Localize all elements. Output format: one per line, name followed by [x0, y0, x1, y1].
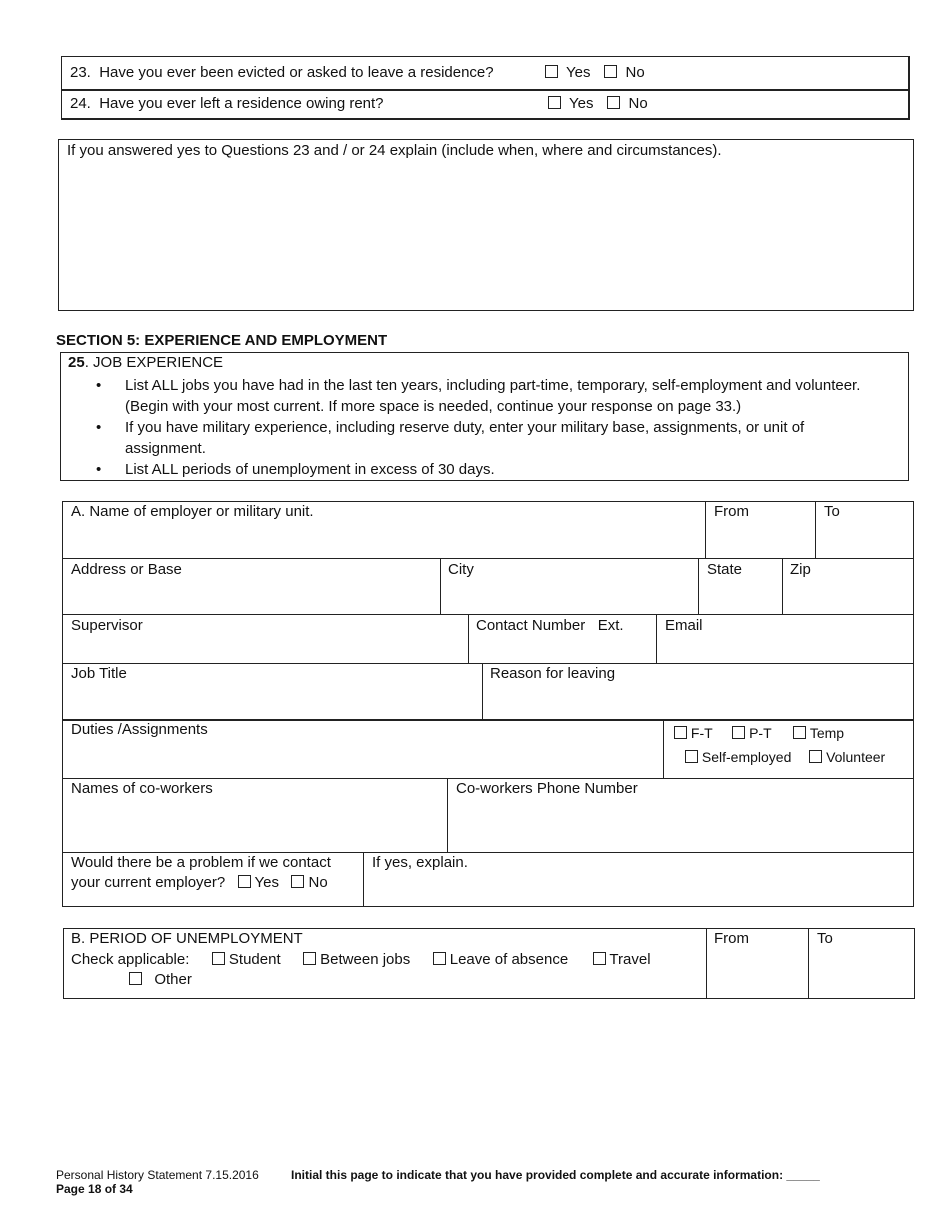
col-line — [705, 501, 706, 558]
q25-title: . JOB EXPERIENCE — [84, 354, 224, 371]
travel-label: Travel — [609, 951, 651, 968]
temp-label: Temp — [809, 725, 845, 741]
student-label: Student — [228, 951, 281, 968]
question-23 — [70, 64, 494, 81]
explain-textarea[interactable] — [58, 139, 914, 311]
bullet-1-text: List ALL jobs you have had in the last ten years, including part-time, temporary, self-employment and volunteer. (Begin with your most current. If more space is needed, continue your response on page 33.) — [125, 377, 861, 415]
address-label: Address or Base — [71, 561, 182, 578]
bullet-1 — [96, 375, 900, 417]
duties-label: Duties /Assignments — [71, 721, 208, 738]
question-24-answers — [548, 95, 648, 112]
contact-no-checkbox[interactable] — [291, 875, 304, 888]
question-23-answers — [545, 64, 645, 81]
col-line — [815, 501, 816, 558]
col-line — [482, 663, 483, 719]
state-label: State — [707, 561, 743, 578]
question-24-yes-label: Yes — [569, 95, 594, 112]
unemployment-title: B. PERIOD OF UNEMPLOYMENT — [71, 930, 303, 947]
col-line — [663, 719, 664, 778]
question-23-text: Have you ever been evicted or asked to leave a residence? — [99, 64, 494, 81]
col-line — [468, 614, 469, 663]
temp-checkbox[interactable] — [793, 726, 806, 739]
leave-of-absence-label: Leave of absence — [449, 951, 569, 968]
question-24-text: Have you ever left a residence owing rent? — [99, 95, 384, 112]
col-line — [363, 852, 364, 907]
contact-problem-line-2 — [71, 874, 328, 891]
col-line — [698, 558, 699, 614]
bullet-dot: • — [96, 461, 102, 478]
bullet-dot: • — [96, 419, 102, 436]
section-5-title: SECTION 5: EXPERIENCE AND EMPLOYMENT — [56, 332, 388, 349]
zip-label: Zip — [790, 561, 811, 578]
col-line — [440, 558, 441, 614]
row-line — [62, 614, 914, 615]
contact-problem-line-1: Would there be a problem if we contact — [71, 854, 331, 871]
other-checkbox[interactable] — [129, 972, 142, 985]
other-label: Other — [154, 971, 192, 988]
contact-problem-text: your current employer? — [71, 874, 226, 891]
pt-checkbox[interactable] — [732, 726, 745, 739]
reason-label: Reason for leaving — [490, 665, 616, 682]
volunteer-checkbox[interactable] — [809, 750, 822, 763]
q25-number: 25 — [68, 354, 85, 371]
job-title-label: Job Title — [71, 665, 127, 682]
question-23-no-checkbox[interactable] — [604, 65, 617, 78]
contact-number-label: Contact Number Ext. — [476, 617, 624, 634]
question-23-number: 23. — [70, 64, 91, 81]
col-line — [706, 928, 707, 999]
employer-form — [62, 501, 914, 907]
question-24 — [70, 95, 384, 112]
contact-no-label: No — [308, 874, 328, 891]
employment-type-row-2 — [685, 749, 885, 765]
bullet-2-text: If you have military experience, including reserve duty, enter your military base, assignments, or unit of assignment. — [125, 419, 805, 457]
employment-type-row-1 — [674, 725, 844, 741]
bullet-3 — [96, 459, 900, 480]
contact-yes-label: Yes — [254, 874, 279, 891]
contact-yes-checkbox[interactable] — [238, 875, 251, 888]
unemployment-from-label: From — [714, 930, 749, 947]
email-label: Email — [665, 617, 703, 634]
col-line — [782, 558, 783, 614]
check-applicable-row — [71, 951, 651, 968]
question-24-no-checkbox[interactable] — [607, 96, 620, 109]
between-jobs-label: Between jobs — [320, 951, 411, 968]
leave-of-absence-checkbox[interactable] — [433, 952, 446, 965]
q25-heading — [68, 354, 223, 371]
bullet-3-text: List ALL periods of unemployment in excess of 30 days. — [125, 461, 495, 478]
pt-label: P-T — [749, 725, 772, 741]
volunteer-label: Volunteer — [826, 749, 886, 765]
from-label: From — [714, 503, 749, 520]
ft-label: F-T — [690, 725, 713, 741]
supervisor-label: Supervisor — [71, 617, 143, 634]
city-label: City — [448, 561, 474, 578]
self-employed-label: Self-employed — [701, 749, 792, 765]
other-row — [129, 971, 192, 988]
bullet-dot: • — [96, 377, 102, 394]
col-line — [656, 614, 657, 663]
self-employed-checkbox[interactable] — [685, 750, 698, 763]
footer-form-id: Personal History Statement 7.15.2016 — [56, 1168, 259, 1182]
employer-name-label: A. Name of employer or military unit. — [71, 503, 314, 520]
coworkers-label: Names of co-workers — [71, 780, 213, 797]
footer-initial-note: Initial this page to indicate that you have provided complete and accurate information: _____ — [291, 1168, 820, 1182]
student-checkbox[interactable] — [212, 952, 225, 965]
check-applicable-label: Check applicable: — [71, 951, 190, 968]
row-line — [62, 778, 914, 779]
unemployment-to-label: To — [817, 930, 833, 947]
to-label: To — [824, 503, 840, 520]
bullet-2 — [96, 417, 865, 459]
ft-checkbox[interactable] — [674, 726, 687, 739]
col-line — [447, 778, 448, 852]
question-23-yes-label: Yes — [566, 64, 591, 81]
question-24-number: 24. — [70, 95, 91, 112]
between-jobs-checkbox[interactable] — [303, 952, 316, 965]
if-yes-explain-label: If yes, explain. — [372, 854, 468, 871]
question-23-no-label: No — [625, 64, 645, 81]
row-line — [62, 558, 914, 559]
row-line — [62, 852, 914, 853]
travel-checkbox[interactable] — [593, 952, 606, 965]
question-24-yes-checkbox[interactable] — [548, 96, 561, 109]
explain-label: If you answered yes to Questions 23 and / or 24 explain (include when, where and circumstances). — [67, 142, 722, 159]
footer-page-number: Page 18 of 34 — [56, 1182, 133, 1196]
question-23-yes-checkbox[interactable] — [545, 65, 558, 78]
questions-divider — [61, 89, 910, 91]
question-24-no-label: No — [628, 95, 648, 112]
row-line — [62, 663, 914, 664]
coworkers-phone-label: Co-workers Phone Number — [456, 780, 638, 797]
col-line — [808, 928, 809, 999]
